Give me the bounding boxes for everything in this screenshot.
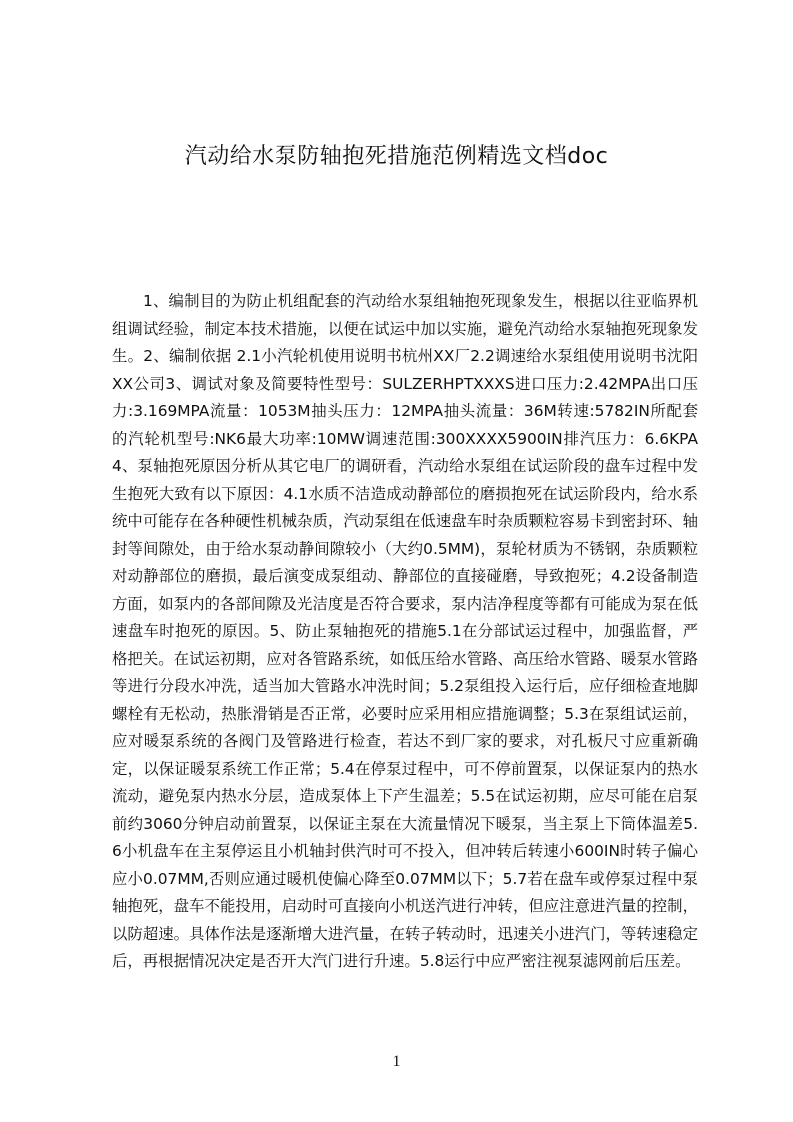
document-body-paragraph: 1、编制目的为防止机组配套的汽动给水泵组轴抱死现象发生，根据以往亚临界机组调试经验，制定本技术措施，以便在试运中加以实施，避免汽动给水泵轴抱死现象发生。2、编制依据 2.1小汽轮机使用说明书杭州XX厂2.2调速给水泵组使用说明书沈阳XX公司3、调试对象及简要特性型号：SULZERHPTXXXS进口压力:2.42MPA出口压力:3.169MPA流量：1053M抽头压力：12MPA抽头流量：36M转速:5782IN所配套的汽轮机型号:NK6最大功率:10MW调速范围:300XXXX5900IN排汽压力：6.6KPA4、泵轴抱死原因分析从其它电厂的调研看，汽动给水泵组在试运阶段的盘车过程中发生抱死大致有以下原因：4.1水质不洁造成动静部位的磨损抱死在试运阶段内，给水系统中可能存在各种硬性机械杂质，汽动泵组在低速盘车时杂质颗粒容易卡到密封环、轴封等间隙处，由于给水泵动静间隙较小（大约0.5MM)，泵轮材质为不锈钢，杂质颗粒对动静部位的磨损，最后演变成泵组动、静部位的直接碰磨，导致抱死；4.2设备制造方面，如泵内的各部间隙及光洁度是否符合要求，泵内洁净程度等都有可能成为泵在低速盘车时抱死的原因。5、防止泵轴抱死的措施5.1在分部试运过程中，加强监督，严格把关。在试运初期，应对各管路系统，如低压给水管路、高压给水管路、暖泵水管路等进行分段水冲洗，适当加大管路水冲洗时间；5.2泵组投入运行后，应仔细检查地脚螺栓有无松动，热胀滑销是否正常，必要时应采用相应措施调整；5.3在泵组试运前，应对暖泵系统的各阀门及管路进行检查，若达不到厂家的要求，对孔板尺寸应重新确定，以保证暖泵系统工作正常；5.4在停泵过程中，可不停前置泵，以保证泵内的热水流动，避免泵内热水分层，造成泵体上下产生温差；5.5在试运初期，应尽可能在启泵前约3060分钟启动前置泵，以保证主泵在大流量情况下暖泵，当主泵上下筒体温差5.6小机盘车在主泵停运且小机轴封供汽时可不投入，但冲转后转速小600IN时转子偏心应小0.07MM,否则应通过暖机使偏心降至0.07MM以下；5.7若在盘车或停泵过程中泵轴抱死，盘车不能投用，启动时可直接向小机送汽进行冲转，但应注意进汽量的控制，以防超速。具体作法是逐渐增大进汽量，在转子转动时，迅速关小进汽门，等转速稳定后，再根据情况决定是否开大汽门进行升速。5.8运行中应严密注视泵滤网前后压差。: [112, 292, 698, 970]
document-title: 汽动给水泵防轴抱死措施范例精选文档doc: [184, 144, 609, 169]
page-number: 1: [392, 1053, 401, 1070]
